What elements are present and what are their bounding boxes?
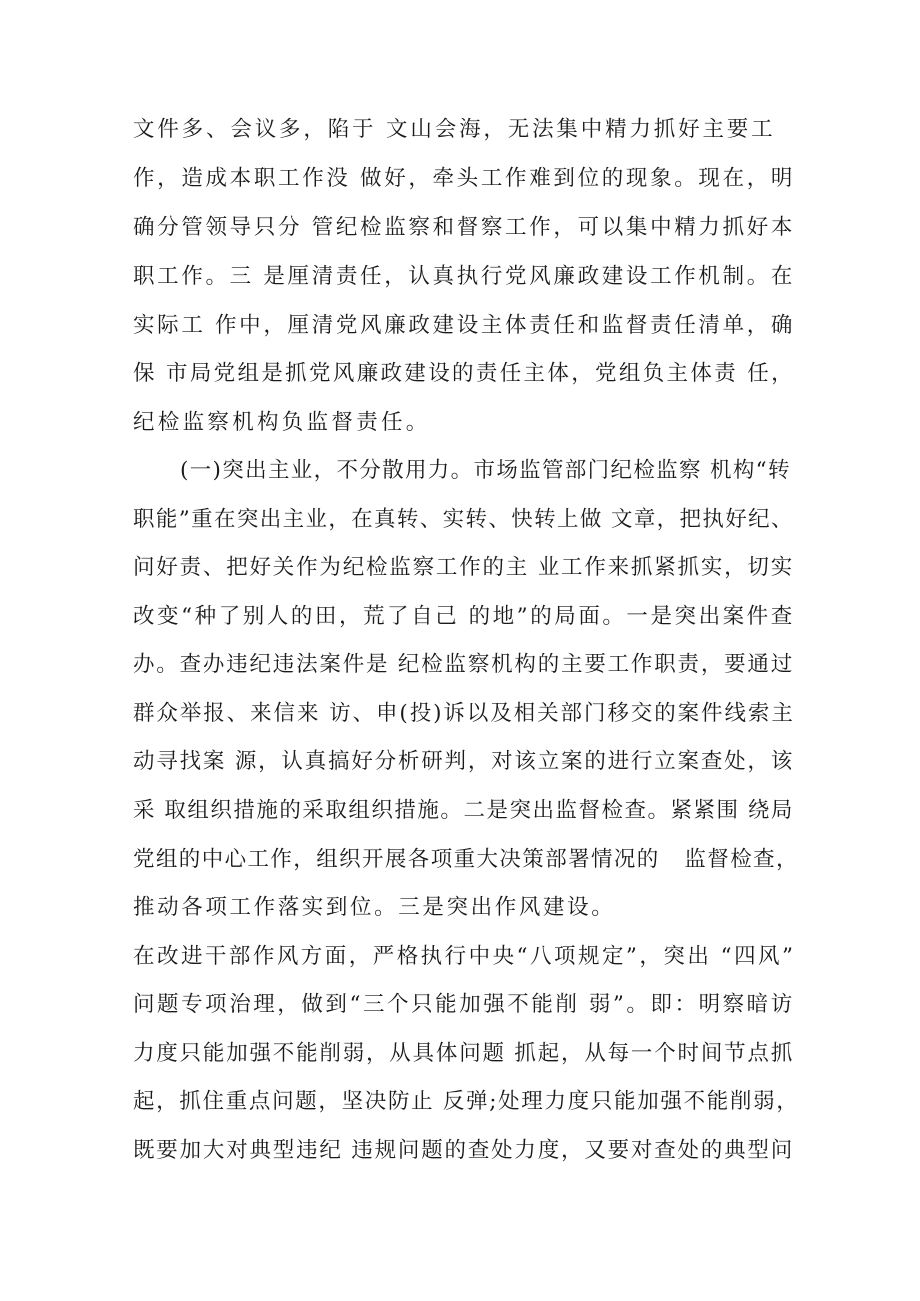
text-line-15: 采 取组织措施的采取组织措施。二是突出监督检查。紧紧围 绕局 (133, 798, 794, 823)
text-line-22: 既要加大对典型违纪 违规问题的查处力度，又要对查处的典型问 (133, 1138, 795, 1163)
text-line-18: 在改进干部作风方面，严格执行中央“八项规定”，突出 “四风” (133, 944, 796, 969)
text-line-14: 动寻找案 源，认真搞好分析研判，对该立案的进行立案查处，该 (133, 749, 795, 774)
text-line-4: 职工作。三 是厘清责任，认真执行党风廉政建设工作机制。在 (133, 264, 796, 289)
text-line-5: 实际工 作中，厘清党风廉政建设主体责任和监督责任清单，确 (133, 313, 796, 338)
text-line-8: (一)突出主业，不分散用力。市场监管部门纪检监察 机构“转 (180, 458, 791, 483)
text-line-19: 问题专项治理，做到“三个只能加强不能削 弱”。即：明察暗访 (133, 992, 795, 1017)
text-line-11: 改变“种了别人的田，荒了自己 的地”的局面。一是突出案件查 (133, 604, 795, 629)
text-line-1: 文件多、会议多，陷于 文山会海，无法集中精力抓好主要工 (133, 117, 776, 142)
text-line-17: 推动各项工作落实到位。三是突出作风建设。 (133, 895, 616, 920)
text-line-7: 纪检监察机构负监督责任。 (133, 410, 431, 435)
text-line-2: 作，造成本职工作没 做好，牵头工作难到位的现象。现在，明 (133, 166, 796, 191)
text-line-20: 力度只能加强不能削弱，从具体问题 抓起，从每一个时间节点抓 (133, 1041, 795, 1066)
text-line-13: 群众举报、来信来 访、申(投)诉以及相关部门移交的案件线索主 (133, 701, 795, 726)
text-line-21: 起，抓住重点问题，坚决防止 反弹;处理力度只能加强不能削弱， (133, 1089, 800, 1114)
text-line-12: 办。查办违纪违法案件是 纪检监察机构的主要工作职责，要通过 (133, 652, 795, 677)
text-line-10: 问好责、把好关作为纪检监察工作的主 业工作来抓紧抓实，切实 (133, 555, 795, 580)
text-line-6: 保 市局党组是抓党风廉政建设的责任主体，党组负主体责 任， (133, 361, 795, 386)
text-line-3: 确分管领导只分 管纪检监察和督察工作，可以集中精力抓好本 (133, 215, 796, 240)
text-line-9: 职能”重在突出主业，在真转、实转、快转上做 文章，把执好纪、 (133, 507, 794, 532)
text-line-16: 党组的中心工作，组织开展各项重大决策部署情况的 监督检查， (133, 847, 799, 872)
